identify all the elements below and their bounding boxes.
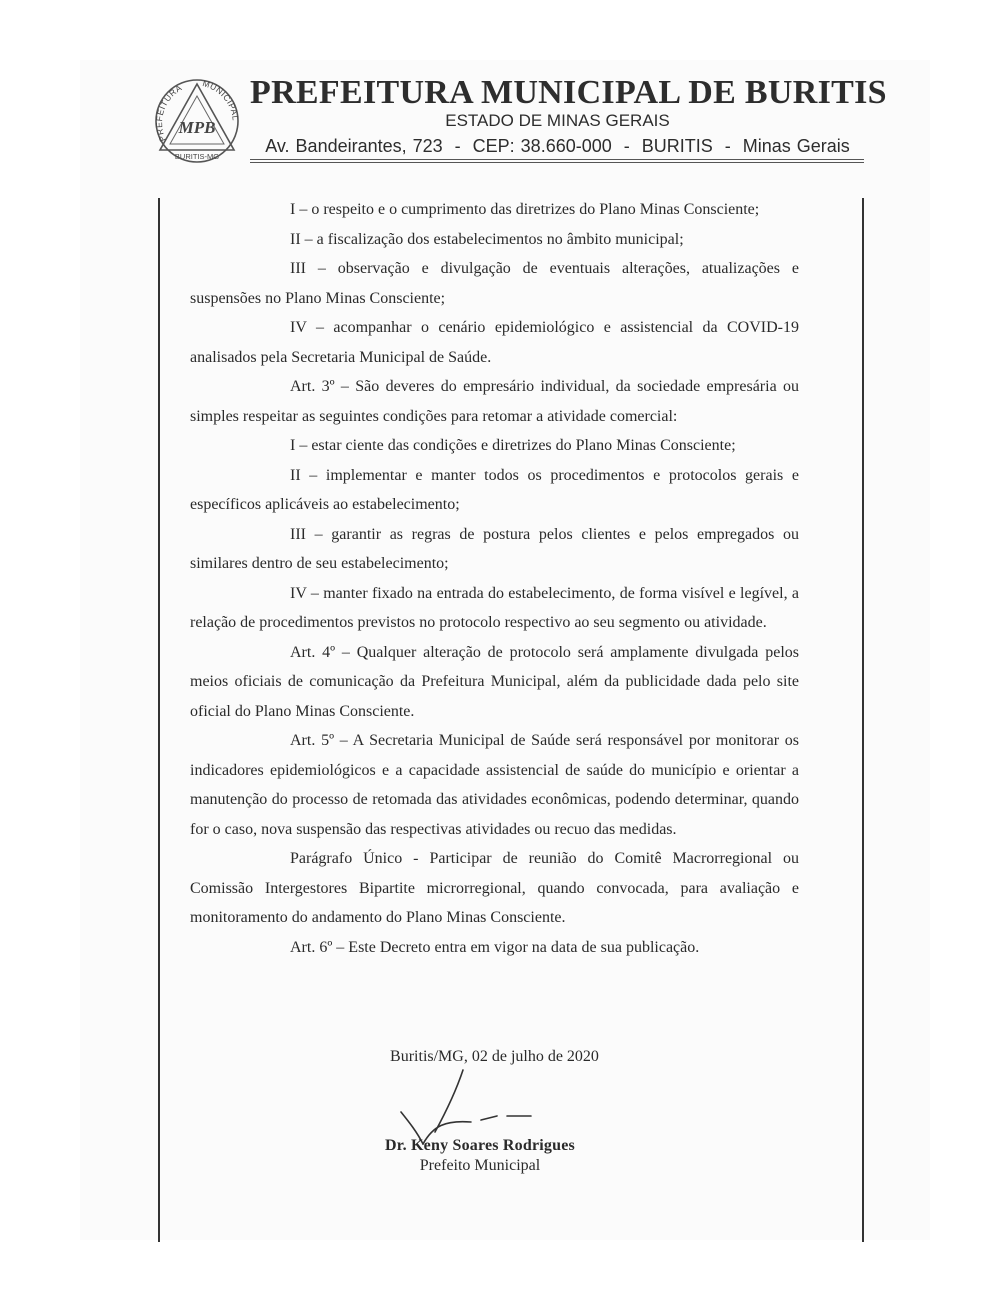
seal-arc-left: PREFEITURA [153, 82, 184, 144]
paragraph: IV – acompanhar o cenário epidemiológico e assistencial da COVID-19 analisados pela Secretaria Municipal de Saúde. [190, 319, 799, 366]
paragraph: Art. 3º – São deveres do empresário individual, da sociedade empresária ou simples respeitar as seguintes condições para retomar a atividade comercial: [190, 378, 799, 425]
paragraph: Art. 5º – A Secretaria Municipal de Saúde será responsável por monitorar os indicadores epidemiológicos e a capacidade assistencial de saúde do município e orientar a manutenção do processo de retomada das atividades econômicas, podendo determinar, quando for o caso, nova suspensão das respectivas atividades ou recuo das medidas. [190, 732, 799, 838]
header-rule [250, 159, 864, 160]
paragraph: I – estar ciente das condições e diretrizes do Plano Minas Consciente; [290, 437, 736, 454]
right-margin-line [862, 198, 864, 1242]
paragraph: Art. 4º – Qualquer alteração de protocolo será amplamente divulgada pelos meios oficiais de comunicação da Prefeitura Municipal, além da publicidade dada pelo site oficial do Plano Minas Consciente. [190, 643, 799, 720]
paragraph: II – implementar e manter todos os procedimentos e protocolos gerais e específicos aplicáveis ao estabelecimento; [190, 466, 799, 513]
header-rule [250, 162, 864, 163]
paragraph: II – a fiscalização dos estabelecimentos no âmbito municipal; [290, 230, 684, 248]
paragraph: Parágrafo Único - Participar de reunião do Comitê Macrorregional ou Comissão Intergestores Bipartite microrregional, quando convocada, para avaliação e monitoramento do andamento do Plano Minas Consciente. [190, 850, 799, 926]
signer-role: Prefeito Municipal [419, 1157, 541, 1174]
header-state: ESTADO DE MINAS GERAIS [445, 111, 670, 130]
seal-bottom-text: BURITIS-MG [174, 152, 220, 161]
municipal-seal-icon [152, 78, 242, 164]
paragraph: I – o respeito e o cumprimento das diretrizes do Plano Minas Consciente; [290, 201, 760, 218]
signer-name: Dr. Keny Soares Rodrigues [385, 1137, 575, 1154]
date-line: Buritis/MG, 02 de julho de 2020 [390, 1048, 599, 1065]
seal-arc-right: MUNICIPAL [201, 78, 241, 122]
header-address: Av. Bandeirantes, 723 - CEP: 38.660-000 - BURITIS - Minas Gerais [265, 136, 850, 156]
paragraph: III – garantir as regras de postura pelos clientes e pelos empregados ou similares dentro de seu estabelecimento; [190, 525, 799, 572]
paragraph: III – observação e divulgação de eventuais alterações, atualizações e suspensões no Plano Minas Consciente; [190, 260, 799, 307]
left-margin-line [158, 198, 160, 1242]
paragraph: Art. 6º – Este Decreto entra em vigor na data de sua publicação. [290, 938, 700, 956]
paragraph: IV – manter fixado na entrada do estabelecimento, de forma visível e legível, a relação de procedimentos previstos no protocolo respectivo ao seu segmento ou atividade. [190, 584, 799, 631]
header-title: PREFEITURA MUNICIPAL DE BURITIS [250, 74, 887, 111]
decree-body [190, 195, 799, 962]
seal-monogram: MPB [178, 118, 216, 137]
